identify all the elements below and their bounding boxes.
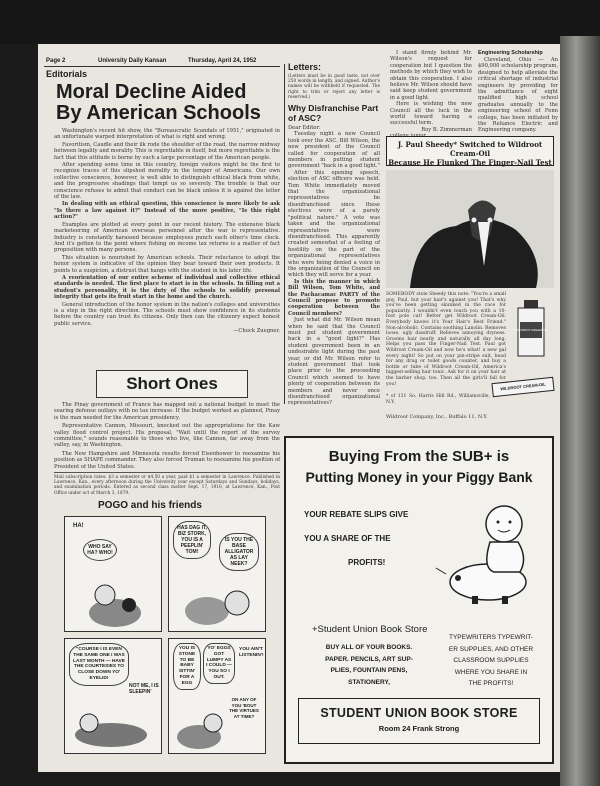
- letter-paragraph: After this opening speech, election of ASC officers was held. Tom White immediately moved that the organizational representatives be disenfranchised since these electives were of a purely "political nature." A vote was taken and the organizational representatives were disenfranchised. This apparently created somewhat of a feeling of hostility on the part of the organizational representatives who were being denied a voice in the organization of the Council on which they will serve for a year.: [288, 169, 380, 279]
- wildroot-headline-2: Because He Flunked The Finger-Nail Test: [388, 158, 552, 167]
- short-ones-body: [54, 402, 280, 496]
- editorial-headline-1: Moral Decline Aided: [56, 81, 247, 103]
- issue-date: Thursday, April 24, 1952: [188, 58, 257, 64]
- short-ones-paragraph: The New Hampshire and Minnesota results forced Eisenhower to reexamine his position as SHAPE commander. They also forced Truman to reexamine his position of President of the United States.: [54, 450, 280, 470]
- editorial-paragraph: Examples are plotted at every point in our recent history. The extensive black marketeering of American overseas personnel after the war is representative. Industry is constantly harassed because employees punch each other's time clock. And it's gotten to the point where fishing on income tax returns is a matter of fact proposition with many persons.: [54, 221, 280, 254]
- speech-balloon: NOT ME, I IS SLEEPIN': [129, 683, 159, 695]
- right-line-5: THE PROFITS!: [468, 680, 514, 687]
- editorial-paragraph: A reorientation of our entire scheme of individual and collective ethical standards is needed. The first place to start is in the schools. In filling out a student's personality, it is the duty of the schools to solidify personal integrity that gets its fruit start in the home and the church.: [54, 274, 280, 301]
- letters-column: [288, 74, 380, 407]
- mail-subscription-notice: Mail subscription rates: $3 a semester or $4.50 a year, paid $1 a semester in Lawrence. Published in Lawrence, Kan., every afternoon during the University year except Saturdays and Sundays, holidays, and examination periods. Entered as second class matter Sept. 17, 1910, at Lawrence, Kan., Post Office under act of March 3, 1879.: [54, 472, 280, 496]
- rebate-line-3: PROFITS!: [348, 558, 386, 567]
- wildroot-copy: SOMEBODY stole Sheedy this note: "You're a small guy, Paul, but your hair's against you! That's why you've been getting skunked in the race for popularity. I wouldn't even touch you with a 10-foot pole cat! Better get Wildroot Cream-Oil. Everybody knows it's Your Hair's Best Friend." Non-alcoholic. Contains soothing Lanolin. Removes loose, ugly dandruff. Relieves annoying dryness. Grooms hair neatly and naturally all day long. Helps you pass the Finger-Nail Test. Paul got Wildroot Cream-Oil and now he's what! a new gal every night! So put on your pin-stripe suit, head for any drug or toilet goods counter, and buy a bottle or tube of Wildroot Cream-Oil, America's biggest-selling hair tonic. Ask for it on your hair at the barber shop, too. Then all the girls'll fall for you!: [386, 292, 506, 387]
- sub-buy-list: [310, 642, 428, 688]
- speech-balloon: IS YOU THE BASE ALLIGATOR AS LAY NEEK?: [219, 533, 259, 571]
- buy-line-3: PLIES, FOUNTAIN PENS,: [330, 667, 408, 674]
- short-ones-paragraph: Representative Cannon, Missouri, knocked out the appropriations for the Kaw valley flood control project. His proposal, "Wait until the report of the survey committee," sounds reasonable to those who live, like Cannon, far away from the valley, say, in Washington.: [54, 423, 280, 449]
- editorial-paragraph: Washington's recent hit show, the "Bureaucratic Scandals of 1951," originated in an unfortunate warped interpretation of what is right and wrong.: [54, 128, 280, 141]
- pogo-character-drawing: [83, 575, 147, 629]
- wildroot-company: Wildroot Company, Inc., Buffalo 11, N.Y.: [386, 414, 488, 420]
- pogo-panel: [168, 638, 266, 754]
- speech-balloon: WHO SAY HA? WHO!: [83, 539, 117, 561]
- letters-column-continued: [390, 50, 472, 140]
- pogo-panel: [64, 638, 162, 754]
- wildroot-headline-box: [386, 136, 554, 166]
- speech-balloon: YOU AIN'T LISTENIN'!: [239, 647, 264, 658]
- baby-with-piggy-bank-illustration: [432, 498, 548, 606]
- scholarship-text: Cleveland, Ohio — An $90,000 scholarship program, designed to help alleviate the critical shortage of industrial engineers by providing for the admittance of eight qualified high school graduates annually to the engineering school of Fenn college, has been initiated by the Reliance Electric and Engineering company.: [478, 57, 558, 134]
- editorial-signature: —Chuck Zuegner.: [233, 328, 280, 335]
- letters-heading: Letters:: [288, 62, 322, 72]
- student-union-ad: [284, 436, 554, 764]
- letter-salutation: Dear Editor:: [288, 125, 321, 132]
- rebate-line-2: YOU A SHARE OF THE: [304, 534, 391, 543]
- newspaper-page: [38, 44, 560, 772]
- short-ones-title: Short Ones: [126, 374, 218, 393]
- pogo-title: POGO and his friends: [98, 500, 202, 511]
- letter-paragraph: Is this the manner in which Bill Wilson, Tom White, and the Pachacamac PARTY of the Council propose to promote cooperation between the Council members?: [288, 278, 380, 317]
- scholarship-article: [478, 50, 558, 134]
- speech-balloon: YO' EGGS GOT LUMPY AS I COULD — YOU SO I OUT.: [203, 643, 235, 684]
- editorial-paragraph: In dealing with an ethical question, this conscience is more likely to ask "Is there a law against it?" Instead of the more positive, "Is this right action?": [54, 201, 280, 221]
- page-number: Page 2: [46, 58, 66, 64]
- letters-note: (Letters must be in good taste, not over 250 words in length, and signed. Author's names will be withheld if requested. The right to trim or reject any letter is reserved.): [288, 74, 380, 100]
- editorial-paragraph: Favoritism, Caudle and their ilk rode the shoulder of the road, the narrow midway between legality and morality. This is regrettable in itself, but more regrettable is the fact that this attitude is borne by such a large percentage of the American people.: [54, 141, 280, 161]
- wildroot-address: * of 131 So. Harris Hill Rd., Williamsville, N.Y.: [386, 394, 490, 406]
- letter-signer: Roy B. Zimmerman: [421, 126, 472, 133]
- sub-store-line: +Student Union Book Store: [312, 624, 428, 635]
- short-ones-paragraph: The Pinay government of France has mapped out a national budget to meet the soaring defense outlays with no tax increase. If the budget worked as planned, Pinay is the man needed for the American presidency.: [54, 402, 280, 421]
- right-line-2: ER SUPPLIES, AND OTHER: [448, 645, 534, 653]
- skunk-illustration: [386, 170, 554, 288]
- right-line-4: WHERE YOU SHARE IN: [454, 668, 528, 676]
- section-label: Editorials: [46, 69, 88, 79]
- sub-ad-title-1: Buying From the SUB+ is: [328, 448, 510, 465]
- buy-line-4: STATIONERY,: [348, 678, 390, 686]
- editorial-paragraph: After spending some time in this country, foreign visitors might be the first to recognize traces of this slipshod morality in the temper of Americans. Our own collective conscience, however, is well able to distinguish ethical black from white, and the progressive shadings that tempt us so severely. The trouble is that our conscience refuses to admit that conduct can be black unless it is against the letter of the law.: [54, 162, 280, 201]
- speech-balloon: "COURSE I IS EVEN THE SAME ONE I WAS LAST MONTH — HAVE THE COURTESIES TO CLOSE DOWN YO' EYELID!: [69, 643, 129, 686]
- speech-balloon: HAS DAG IT, BIZ STORK, YOU IS A PEEPLIN' TOM!: [173, 521, 211, 559]
- sub-ad-title-2: Putting Money in your Piggy Bank: [305, 469, 533, 485]
- buy-line-2: PAPER. PENCILS, ART SUP-: [325, 655, 413, 663]
- pogo-character-drawing: [177, 579, 261, 629]
- wildroot-ad: [382, 136, 558, 432]
- letter-headline: Why Disfranchise Part of ASC?: [288, 103, 379, 124]
- sub-footer-box: [298, 698, 540, 744]
- rebate-line-1: YOUR REBATE SLIPS GIVE: [304, 510, 409, 519]
- speech-balloon: ON ANY OF YOU 'BOUT THE VIRTUES AT TIME?: [229, 697, 259, 719]
- buy-line-1: BUY ALL OF YOUR BOOKS.: [325, 644, 413, 651]
- pogo-character-drawing: [173, 709, 229, 751]
- scholarship-heading: Engineering Scholarship: [478, 50, 543, 56]
- sub-footer-room: Room 24 Frank Strong: [378, 724, 460, 733]
- editorial-headline-2: By American Schools: [56, 102, 261, 124]
- masthead-rule: [44, 66, 280, 67]
- cream-oil-tube: WILDROOT CREAM-OIL: [491, 377, 554, 397]
- column-divider: [284, 64, 285, 404]
- speech-balloon: HA!: [73, 523, 84, 529]
- cream-oil-bottle-icon: [512, 298, 552, 360]
- letter-paragraph: I stand firmly behind Mr. Wilson's request for cooperation but I question the methods by which they wish to obtain this cooperation. I also believe Mr. Wilson should have said keep student government in a good light.: [390, 50, 472, 101]
- editorial-body: [54, 128, 280, 335]
- pogo-panel: [168, 516, 266, 632]
- letter-paragraph: Tuesday night a new Council took over the ASC. Bill Wilson, the new president of the Council called for cooperation of all members in putting student government "back in a good light.": [288, 131, 380, 170]
- right-line-3: CLASSROOM SUPPLIES: [453, 657, 529, 664]
- sub-footer-name: STUDENT UNION BOOK STORE: [320, 706, 518, 720]
- speech-balloon: YOU IS STONE TO BE BABY SITTIN' FOR A EGG: [173, 643, 201, 690]
- pogo-panel: [64, 516, 162, 632]
- letter-paragraph: Just what did Mr. Wilson mean when he said that the Council must put student government back in a "good light?" Has student government been in an undesirable light during the past year, or did Mr. Wilson refer to student government that took place prior to the proceeding Council which seemed to have plenty of cooperation between its members and never once disenfranchised organizational representatives?: [288, 317, 380, 407]
- scan-right-edge: [560, 36, 600, 786]
- right-line-1: TYPEWRITERS TYPEWRIT-: [448, 634, 534, 641]
- wildroot-headline-1: J. Paul Sheedy* Switched to Wildroot Cream-Oil: [397, 140, 543, 158]
- pogo-character-drawing: [71, 707, 157, 751]
- paper-name: University Daily Kansan: [98, 58, 167, 64]
- bottle-label: WILDROOT CREAM-OIL: [514, 328, 548, 332]
- editorial-paragraph: General introduction of the honor system in the nation's colleges and universities is a step in the right direction. The schools must show confidence in its students before the country can trust its citizens. Only then can the citizenry expect honest public service.: [54, 301, 280, 327]
- scan-top-border: [0, 0, 600, 44]
- editorial-paragraph: This situation is nourished by American schools. Their reluctance to adopt the honor system is indicative of the opinion they bear toward their own products. It points to a suspicion, a distrust that hangs with the student in his later life.: [54, 254, 280, 274]
- sub-right-list: [432, 632, 550, 690]
- pogo-comic-strip: [64, 516, 268, 756]
- letter-paragraph: Here is wishing the new Council all the luck in the world toward having a successful term.: [390, 101, 472, 127]
- short-ones-box: [96, 370, 248, 398]
